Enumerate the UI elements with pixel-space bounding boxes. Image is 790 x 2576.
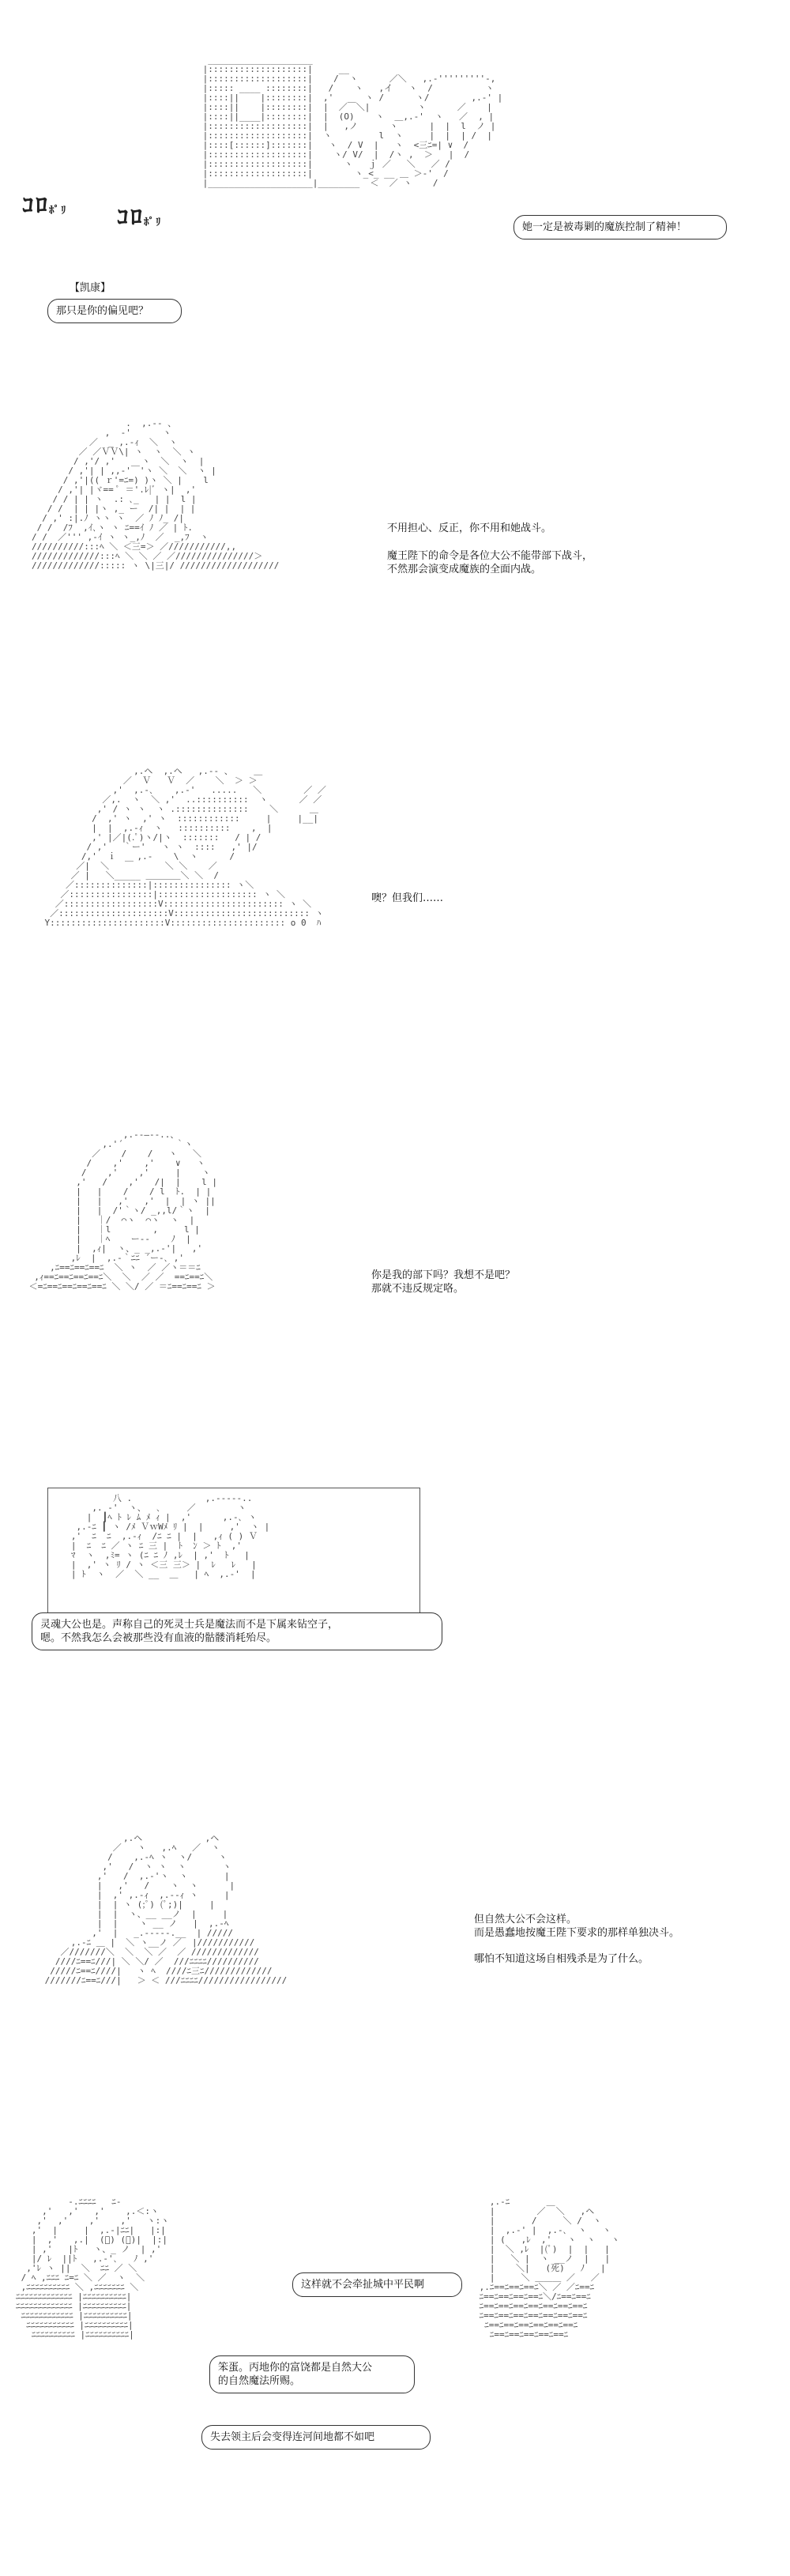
left-characters-art: -.ﾆﾆﾆﾆ ﾆ- ,' ,' ,' ,.＜:ヽ ,' ,' ,' ,' ヽ:ヽ ,' | | ,.-|ﾆﾆ| |:| | ,' ,.| (ﾟ) (ﾟ)| |:| | ,' |ﾄ ヽ、_ ノ | ,' |/ ﾚ ||ﾄ ,.-'､ ﾉ ,' ,'ﾚ ヽ || ＼ ﾆﾆ ／ ＼ / ﾍ ,ﾆﾆﾆ ﾆ=ﾆ ＼ ／ ヽ ＼ ,ﾆﾆﾆﾆﾆﾆﾆﾆﾆﾆ ＼ ,ﾆﾆﾆﾆﾆﾆﾆ ＼ ﾆﾆﾆﾆﾆﾆﾆﾆﾆﾆﾆﾆﾆ |ﾆﾆﾆﾆﾆﾆﾆﾆﾆﾆ| ﾆﾆﾆﾆﾆﾆﾆﾆﾆﾆﾆﾆﾆ |ﾆﾆﾆﾆﾆﾆﾆﾆﾆﾆ| ﾆﾆﾆﾆﾆﾆﾆﾆﾆﾆﾆﾆ |ﾆﾆﾆﾆﾆﾆﾆﾆﾆﾆ| ﾆﾆﾆﾆﾆﾆﾆﾆﾆﾆﾆ |ﾆﾆﾆﾆﾆﾆﾆﾆﾆﾆ| ﾆﾆﾆﾆﾆﾆﾆﾆﾆﾆ |ﾆﾆﾆﾆﾆﾆﾆﾆﾆﾆ| [16,2197,170,2340]
panel-5-bubble-line-1: 灵魂大公也是。声称自己的死灵士兵是魔法而不是下属来钻空子， [40,1619,339,1631]
right-speech-bubble: 她一定是被毒剿的魔族控制了精神！ [514,215,727,239]
panel-6-text-3: 哪怕不知道这场自相残杀是为了什么。 [474,1953,649,1965]
panel-2-text-1: 不用担心、反正，你不用和她战斗。 [387,522,552,534]
cloaked-character-art: ,.ヘ ,ヘ ／ ヽ ,.ﾍ ／ ヽ / ,.-ﾍ ヽ ヽ/ ヽ ,' / ヽ ヽ ヽ ヽ ,' / ,.-'ヽ ヽ | | ,' / ヽ ヽ | | ,' ,.-ｨ ,.--ｨ ヽ | | | ヽ (;ﾟ) (ﾟ;)| | | | ヽ、__ __ノ | | | | ヽ __ ノ | ,.-ﾍ ,' | _.-----.__ | ///// ,.-ﾆ ＿ | ＼ ヽ__ノ ／ |/////////// ／///////＼ ＼ ＼ ／ ／ ///////////// ////ﾆ==ﾆ///| ＼ ＼/ ／ ///ﾆﾆﾆﾆ////////// /////ﾆ==ﾆ////| ヽ ﾍ ////ﾆ三ﾆ///////////// ///////ﾆ==ﾆ///| ＞ ＜ ///ﾆﾆﾆﾆ///////////////// [44,1833,288,1986]
hooded-character-art: ,.-‐―‐-..、 ,.'´ ｀ヽ ／ / / ヽ ＼ / ,' ,' ∨ ヽ / ,' ,' | ヽ ,' / ,' /| | l | | | / / l ﾄ. | | | | ,' ,' | | ヽ || | | /'｀ヽ/ _,,l/｀ヽ | | ｜/ ⌒ヽ ⌒ヽ ヽ | | ｜l , l | | ｜ﾍ ー-- ﾉ | | ,ｨ| ヽ、_ _,.-'| ,' ,ﾚ | ,.-｀ﾆﾆ ´ー-､ ,' ,ﾆ==ﾆ==ﾆ==ﾆ ＼ ヽ ／ ／ヽ＝＝ﾆ ,ｨ==ﾆ==ﾆ==ﾆ==ﾆ＼ ＼ ／ ／ ==ﾆ==ﾆ＼ ＜=ﾆ==ﾆ==ﾆ==ﾆ==ﾆ ＼ ＼/ ／ ＝ﾆ==ﾆ==ﾆ ＞ [28,1130,218,1292]
right-character-art: ,.-ﾆ ＿ | ／ ＼ ,ヘ | / ＼ / ヽ | ,.-' | ,.-､ ヽ ヽ | ( ,ﾚ ,' ヽ ヽ ヽ | ＼ ,ﾚ |(ﾟ) | | | | ＼ | ヽ __ノ | | | ＼| (死) ﾉ | | ＼ ＿＿＿ ／ ／ ,.ﾆ==ﾆ==ﾆ==ﾆ＼ ／ ／ﾆ==ﾆ ﾆ==ﾆ==ﾆ==ﾆ==ﾆ＼/ﾆ==ﾆ==ﾆ ﾆ==ﾆ==ﾆ==ﾆ==ﾆ==ﾆ==ﾆ==ﾆ ﾆ==ﾆ==ﾆ==ﾆ==ﾆ==ﾆ==ﾆ==ﾆ ﾆ==ﾆ==ﾆ==ﾆ==ﾆ==ﾆ==ﾆ ﾆ==ﾆ==ﾆ==ﾆ==ﾆ==ﾆ [479,2197,620,2340]
left-speech-bubble: 那只是你的偏见吧？ [47,299,182,323]
panel-5-speech-bubble [32,1612,442,1650]
panel-2-text-2: 魔王陛下的命令是各位大公不能带部下战斗， [387,550,593,562]
two-characters-art: 八 . ,.--‐‐-.. ,. -' ヽ、 ､ ／ ヽ | ┃ﾍ ﾄ ﾚ ﾑ ﾒ ｨ | ,' ,.-､ ヽ ,.-ﾆ ┃ ヽ /ﾒ ＶｗWﾒ ﾘ | | ,' ヽ | ,' ﾆ ﾆ ,.-ｨ /ﾆ ﾆ | | ,ｨ ( ) Ｖ | ﾆ ﾆ ／ ヽ ﾆ 三 | ﾄ ﾝ ＞ ﾄ ,' ﾏ ヽ ,ﾐ= ヽ (ﾆ ﾆ ﾉ ,ﾚ | ,' ﾄ | | ,' ヽ ﾘ / ヽ ＜三 三＞ | ﾚ ﾚ | | ﾄ ヽ ／ ＼ __ ＿ | ﾍ ,.-' | [70,1493,270,1579]
panel-5 [0,1478,790,1794]
speaker-label: 【凯康】 [70,282,111,294]
panel-7-bottom-bubble: 失去领主后会变得连河间地都不如吧 [201,2425,431,2450]
panel-7-middle-bubble [209,2355,415,2393]
sfx-koro-2: ｺﾛﾎﾟﾘ [117,204,163,232]
panel-7-top-bubble: 这样就不会牵扯城中平民啊 [292,2272,462,2297]
panel-7-middle-line-2: 的自然魔法所赐。 [218,2375,301,2387]
castle-art: ____________________ |:::::::::::::::::::| __ |:::::::::::::::::::| / ヽ ／＼ ,.-'''''''''-, |::::: ____ ::::::::| / ヽ ,イ ヽ / ヽ |::::|| |::::::::| ,' ヽ / ヽ/ ,.-' | |::::|| |::::::::| | ／￣＼| ヽ ／ | |::::||____|::::::::| | (O) ヽ ＿,.-' ヽ ／ , | |:::::::::::::::::::| | ,ノ ヽ | | l ノ | |:::::::::::::::::::| ヽ l ヽ | | | / | |::::[::::::]:::::::| ヽ / V | ヽ <三ﾆ=| ∨ / |:::::::::::::::::::| ヽ/ V/ | /ヽ , ＞ | / |:::::::::::::::::::| ヽ ｊ ／ ＼ ／ / |:::::::::::::::::::| ヽ_<_ __ ＿ ＞-' / |____________________|________ ＜ ／ ヽ / [202,55,503,188]
panel-4-text-2: 那就不违反规定咯。 [371,1283,465,1295]
panel-4-text-1: 你是我的部下吗？我想不是吧？ [371,1269,516,1281]
panel-6-text-1: 但自然大公不会这样。 [474,1914,577,1925]
sfx-koro-1: ｺﾛﾎﾟﾘ [22,192,68,220]
panel-2-text-3: 不然那会演变成魔族的全面内战。 [387,564,542,575]
panel-3 [0,759,790,1075]
panel-2 [0,403,790,719]
panel-6-text-2: 而是愚蠢地按魔王陛下要求的那样单独决斗。 [474,1927,680,1939]
panel-6 [0,1826,790,2142]
panel-7 [0,2189,790,2576]
surprised-character-art: ,.ヘ ,.ヘ ,.-- 、 ＿ ／ Ｖ Ｖ ／ ＼ ＞ ＞ ,' ,.-､ ,.-' ..... ＼ ／ ／ ／,. ヽ ＼ ,' ..:::::::::: ヽ ／ ／ ,' / ヽ ヽ ヽ .:::::::::::::: ＼ ＿ / ,' ヽ ,' ヽ :::::::::::: | |__| | | ,.-ｨ ヽ :::::::::: , | ,' |／|(.ﾟ)ヽ/|ヽ ::::::: / | / / ,' ｀ー' ヽ ヽ :::: ,' |/ /,' ｉ ,.- \ ヽ / ／| ＼ ￣ ＼ ＼ ／ ／ | ＼_____ ＿＿＿＿＼ ＼ / ／::::::::::::::|::::::::::::::: ヽ＼ ／::::::::::::::::|::::::::::::::::::: ヽ ＼ ／::::::::::::::::::V::::::::::::::::::::::: ヽ ＼ ／:::::::::::::::::::::V:::::::::::::::::::::::::: ヽ Y::::::::::::::::::::::V:::::::::::::::::::::: o 0 ﾊ [44,766,326,928]
panel-3-text: 噢？但我们…… [371,892,444,904]
panel-7-middle-line-1: 笨蛋。丙地你的富饶都是自然大公 [218,2362,373,2374]
panel-5-bubble-line-2: 嗯。不然我怎么会被那些没有血液的骷髅消耗殆尽。 [40,1632,277,1644]
demon-character-art: . ,.-- 、 , -' ヽ ／ _ ,.-ｨ ＼ ヽ ／ ／ＶＶ\| ヽ ヽ ＼ ヽ / ,'/ ,' ヽ ＼ ヽ | / ,'| | ,,-'￣'ヽ ＼ ＼ ヽ | / ,'|(( ｒ'=ﾆ=) )ヽ ＼ | l / ,'| |ヾ== ﾟ ＝'.ﾚ|ﾞ ヽ| ,' / / | | ヽ .: ､_ | | l | / / | | |ヽ ,_ ー /| | | | / ,' :|.ﾉ ヽヽ ヽ ／ ﾉ ﾉ_ /| / / /ﾌ ,ｲ､ヽ ヽ ﾆ==ｲ ﾉ ／ | ﾄ. / / ／''' ,-ｲ ヽ ヽ_,ﾉ ／ _,ﾌ ヽ //////////:::ﾍ ＼ ＜三=＞ ／///////////,, /////////////:::ﾍ ＼ ＼ ／ ／///////////////＞ /////////////::::: ヽ \|三|/ /////////////////// [32,418,280,571]
panel-4 [0,1115,790,1446]
panel-1 [0,47,790,379]
